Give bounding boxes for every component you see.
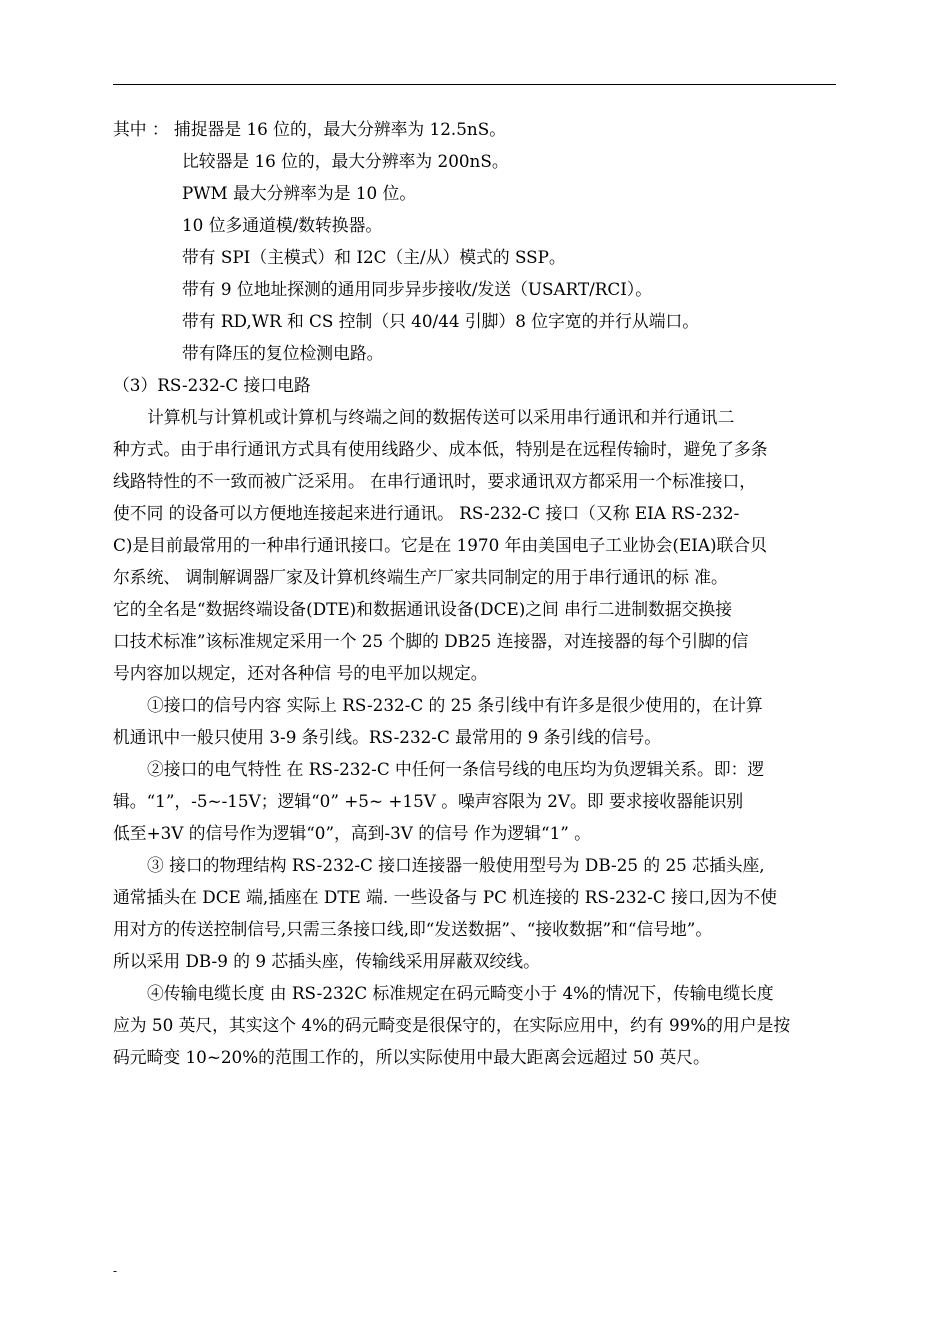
feature-item: 其中 ： 捕捉器是 16 位的，最大分辨率为 12.5nS。 bbox=[113, 119, 506, 139]
paragraph-line: 口技术标准”该标准规定采用一个 25 个脚的 DB25 连接器，对连接器的每个引脚的信 bbox=[113, 631, 749, 651]
paragraph-line: 应为 50 英尺，其实这个 4%的码元畸变是很保守的，在实际应用中，约有 99%的用户是按 bbox=[113, 1015, 791, 1035]
paragraph-line: 种方式。由于串行通讯方式具有使用线路少、成本低，特别是在远程传输时，避免了多条 bbox=[113, 439, 768, 459]
paragraph-line: 使不同 的设备可以方便地连接起来进行通讯。 RS-232-C 接口（又称 EIA RS-232- bbox=[113, 503, 740, 523]
feature-prefix: 其中 ： bbox=[113, 119, 169, 139]
paragraph-line: 通常插头在 DCE 端,插座在 DTE 端. 一些设备与 PC 机连接的 RS-232-C 接口,因为不使 bbox=[113, 887, 778, 907]
paragraph-line: 低至+3V 的信号作为逻辑“0”，高到-3V 的信号 作为逻辑“1” 。 bbox=[113, 823, 591, 843]
feature-item: 比较器是 16 位的，最大分辨率为 200nS。 bbox=[182, 151, 509, 171]
page-content bbox=[113, 113, 838, 1073]
feature-item: PWM 最大分辨率为是 10 位。 bbox=[182, 183, 417, 203]
footer-mark: - bbox=[113, 1264, 118, 1278]
signal-content-paragraph bbox=[113, 689, 838, 753]
feature-list bbox=[113, 113, 838, 369]
paragraph-line: ②接口的电气特性 在 RS-232-C 中任何一条信号线的电压均为负逻辑关系。即：逻 bbox=[147, 759, 765, 779]
paragraph-line: ③ 接口的物理结构 RS-232-C 接口连接器一般使用型号为 DB-25 的 25 芯插头座, bbox=[147, 855, 765, 875]
paragraph-line: 所以采用 DB-9 的 9 芯插头座，传输线采用屏蔽双绞线。 bbox=[113, 951, 540, 971]
feature-item: 10 位多通道模/数转换器。 bbox=[182, 215, 383, 235]
paragraph-line: ①接口的信号内容 实际上 RS-232-C 的 25 条引线中有许多是很少使用的，在计算 bbox=[147, 695, 763, 715]
paragraph-line: 它的全名是“数据终端设备(DTE)和数据通讯设备(DCE)之间 串行二进制数据交换接 bbox=[113, 599, 732, 619]
paragraph-line: 号内容加以规定，还对各种信 号的电平加以规定。 bbox=[113, 663, 488, 683]
header-rule bbox=[113, 84, 836, 85]
feature-item: 带有降压的复位检测电路。 bbox=[182, 343, 384, 363]
physical-structure-paragraph bbox=[113, 849, 838, 977]
intro-paragraph bbox=[113, 401, 838, 689]
paragraph-line: 计算机与计算机或计算机与终端之间的数据传送可以采用串行通讯和并行通讯二 bbox=[147, 407, 735, 427]
paragraph-line: 线路特性的不一致而被广泛采用。 在串行通讯时，要求通讯双方都采用一个标准接口， bbox=[113, 471, 757, 491]
section-heading: （3）RS-232-C 接口电路 bbox=[113, 375, 311, 395]
paragraph-line: 机通讯中一般只使用 3-9 条引线。RS-232-C 最常用的 9 条引线的信号。 bbox=[113, 727, 662, 747]
paragraph-line: 尔系统、 调制解调器厂家及计算机终端生产厂家共同制定的用于串行通讯的标 准。 bbox=[113, 567, 728, 587]
paragraph-line: C)是目前最常用的一种串行通讯接口。它是在 1970 年由美国电子工业协会(EIA)联合贝 bbox=[113, 535, 767, 555]
paragraph-line: 辑。“1”，-5~-15V；逻辑“0” +5~ +15V 。噪声容限为 2V。即 要求接收器能识别 bbox=[113, 791, 744, 811]
electrical-paragraph bbox=[113, 753, 838, 849]
feature-item: 带有 9 位地址探测的通用同步异步接收/发送（USART/RCI）。 bbox=[182, 279, 653, 299]
cable-length-paragraph bbox=[113, 977, 838, 1073]
paragraph-line: ④传输电缆长度 由 RS-232C 标准规定在码元畸变小于 4%的情况下，传输电缆长度 bbox=[147, 983, 774, 1003]
feature-item: 带有 RD,WR 和 CS 控制（只 40/44 引脚）8 位字宽的并行从端口。 bbox=[182, 311, 700, 331]
paragraph-line: 用对方的传送控制信号,只需三条接口线,即“发送数据”、“接收数据”和“信号地”。 bbox=[113, 919, 713, 939]
feature-item: 带有 SPI（主模式）和 I2C（主/从）模式的 SSP。 bbox=[182, 247, 566, 267]
paragraph-line: 码元畸变 10~20%的范围工作的，所以实际使用中最大距离会远超过 50 英尺。 bbox=[113, 1047, 710, 1067]
